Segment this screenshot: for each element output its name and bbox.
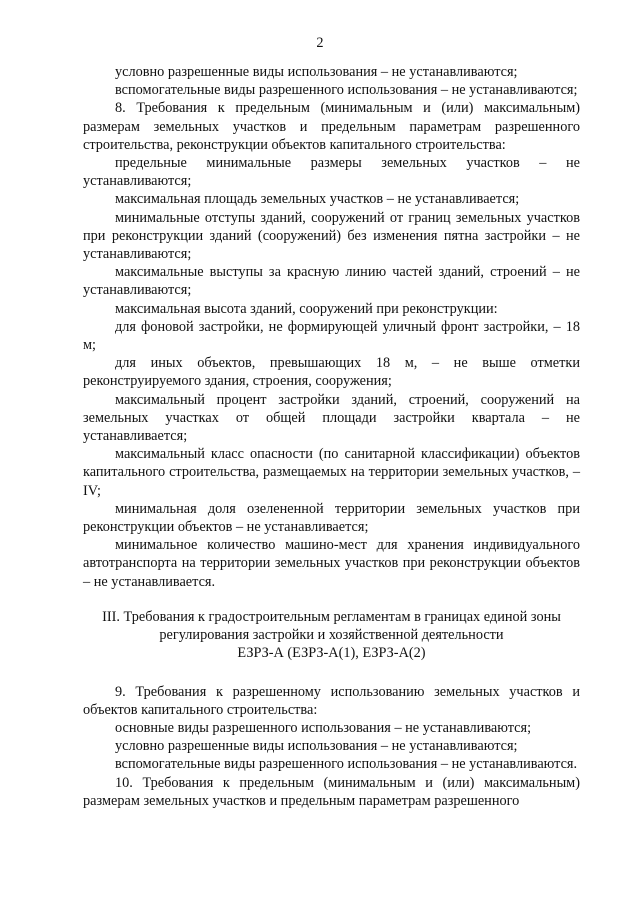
paragraph: максимальный класс опасности (по санитарной классификации) объектов капитального строительства, размещаемых на территории земельных участков, – IV; — [83, 446, 580, 499]
page-number: 2 — [316, 35, 324, 51]
section-iii-body — [83, 683, 580, 810]
paragraph: 10. Требования к предельным (минимальным и (или) максимальным) размерам земельных участков и предельным параметрам разрешенного — [83, 774, 580, 809]
section-heading-line-2: регулирования застройки и хозяйственной деятельности — [159, 627, 504, 644]
paragraph: предельные минимальные размеры земельных участков – не устанавливаются; — [83, 155, 580, 190]
paragraph: 9. Требования к разрешенному использованию земельных участков и объектов капитального строительства: — [83, 683, 580, 718]
section-heading-line-3: ЕЗРЗ-А (ЕЗРЗ-А(1), ЕЗРЗ-А(2) — [237, 645, 426, 662]
paragraph: 8. Требования к предельным (минимальным и (или) максимальным) размерам земельных участков и предельным параметрам разрешенного строительства, реконструкции объектов капитального строительства: — [83, 100, 580, 153]
section-ii-continuation — [83, 63, 580, 591]
paragraph: условно разрешенные виды использования – не устанавливаются; — [115, 738, 518, 755]
section-heading-line-1: III. Требования к градостроительным регламентам в границах единой зоны — [102, 608, 561, 625]
paragraph: минимальная доля озелененной территории земельных участков при реконструкции объектов – не устанавливается; — [83, 500, 580, 536]
paragraph: условно разрешенные виды использования – не устанавливаются; — [115, 64, 518, 80]
paragraph: минимальные отступы зданий, сооружений от границ земельных участков при реконструкции зданий (сооружений) без изменения пятна застройки – не устанавливаются; — [83, 209, 580, 263]
paragraph: максимальная высота зданий, сооружений при реконструкции: — [115, 300, 498, 317]
paragraph: максимальные выступы за красную линию частей зданий, строений – не устанавливаются; — [83, 264, 580, 299]
paragraph: вспомогательные виды разрешенного использования – не устанавливаются; — [115, 82, 578, 99]
document-body — [83, 63, 580, 810]
paragraph: для иных объектов, превышающих 18 м, – не выше отметки реконструируемого здания, строения, сооружения; — [83, 355, 580, 390]
paragraph: основные виды разрешенного использования – не устанавливаются; — [115, 719, 532, 736]
paragraph: для фоновой застройки, не формирующей уличный фронт застройки, – 18 м; — [83, 318, 580, 354]
paragraph: максимальный процент застройки зданий, строений, сооружений на земельных участках от общей площади застройки квартала – не устанавливается; — [83, 391, 580, 445]
paragraph: максимальная площадь земельных участков – не устанавливается; — [115, 191, 520, 208]
paragraph: минимальное количество машино-мест для хранения индивидуального автотранспорта на территории земельных участков при реконструкции объектов – не устанавливается. — [83, 537, 580, 590]
paragraph: вспомогательные виды разрешенного использования – не устанавливаются. — [115, 756, 578, 773]
